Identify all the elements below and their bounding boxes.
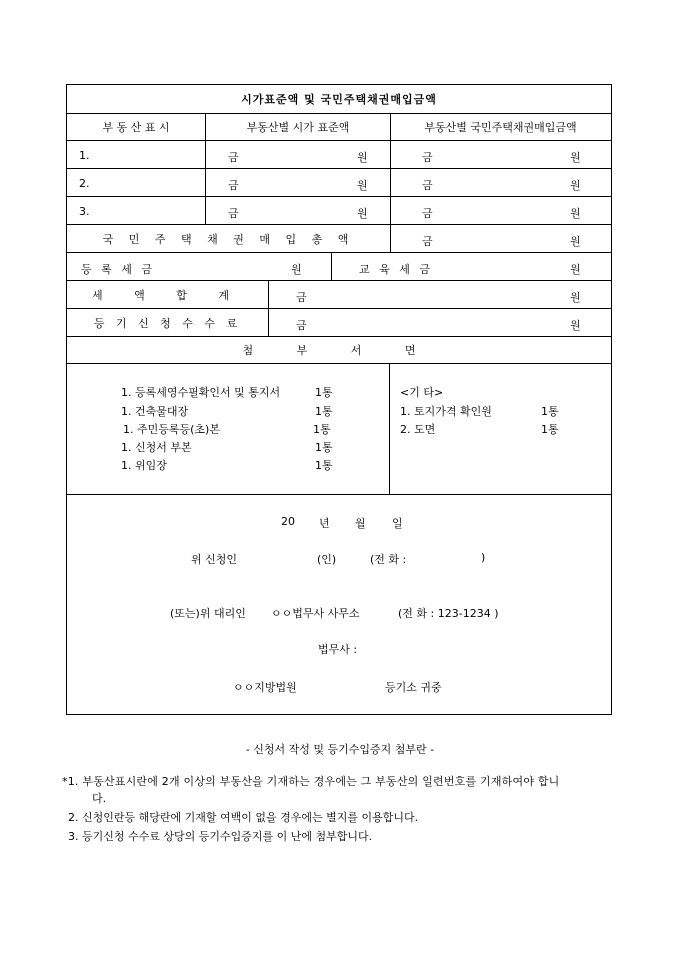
date-day-label: 일 — [392, 517, 403, 530]
bond-unit: 원 — [570, 207, 581, 220]
bond-total-label: 국 민 주 택 채 권 매 입 총 액 — [102, 232, 355, 246]
tax-total-label: 세 액 합 계 — [92, 288, 243, 302]
attachment-count: 1통 — [541, 405, 559, 418]
fee-prefix: 금 — [296, 319, 307, 332]
tax-total-prefix: 금 — [296, 291, 307, 304]
property-row — [67, 197, 611, 225]
attachment-count: 1통 — [315, 405, 333, 418]
bond-total-unit: 원 — [570, 235, 581, 248]
price-unit: 원 — [357, 151, 368, 164]
attachments-title-row — [67, 337, 611, 364]
form-title: 시가표준액 및 국민주택채권매입금액 — [241, 93, 437, 106]
lawyer-label: 법무사 : — [318, 643, 358, 656]
bond-prefix: 금 — [422, 207, 433, 220]
attachment-count: 1통 — [315, 386, 333, 399]
court-name: ㅇㅇ지방법원 — [233, 681, 297, 694]
attachments-row — [67, 364, 611, 495]
date-year-label: 년 — [319, 517, 330, 530]
row-number: 1. — [79, 149, 90, 162]
row-number: 3. — [79, 205, 90, 218]
attachment-count: 1통 — [315, 459, 333, 472]
attachment-count: 1통 — [541, 423, 559, 436]
agent-label: (또는)위 대리인 — [170, 607, 246, 620]
agent-phone: (전 화 : 123-1234 ) — [398, 607, 499, 620]
row-number: 2. — [79, 177, 90, 190]
registration-tax-unit: 원 — [291, 263, 302, 276]
registration-form — [66, 84, 612, 715]
note-item: *1. 부동산표시란에 2개 이상의 부동산을 기재하는 경우에는 그 부동산의 일련번호를 기재하여야 합니 — [62, 775, 560, 788]
note-item-continuation: 다. — [92, 792, 107, 805]
bond-total-prefix: 금 — [422, 235, 433, 248]
date-year: 20 — [281, 515, 295, 528]
tax-total-row — [67, 281, 611, 309]
header-bond-amount: 부동산별 국민주택채권매입금액 — [424, 121, 577, 134]
price-unit: 원 — [357, 179, 368, 192]
form-title-row — [67, 85, 611, 114]
caption-text: - 신청서 작성 및 등기수입증지 첨부란 - — [245, 743, 435, 756]
notes — [62, 772, 622, 846]
education-tax-unit: 원 — [570, 263, 581, 276]
tax-total-unit: 원 — [570, 291, 581, 304]
bond-prefix: 금 — [422, 179, 433, 192]
applicant-seal: (인) — [317, 553, 337, 566]
attachment-count: 1통 — [313, 423, 331, 436]
price-prefix: 금 — [228, 151, 239, 164]
property-row — [67, 169, 611, 197]
registration-tax-label: 등 록 세 금 — [81, 263, 155, 276]
fee-label: 등 기 신 청 수 수 료 — [93, 316, 242, 330]
signature-block — [67, 495, 611, 714]
price-prefix: 금 — [228, 179, 239, 192]
note-item: 3. 등기신청 수수료 상당의 등기수입증지를 이 난에 첨부합니다. — [68, 830, 373, 843]
attachment-item: 1. 토지가격 확인원 — [400, 405, 492, 418]
attachment-item: 2. 도면 — [400, 423, 436, 436]
education-tax-label: 교 육 세 금 — [359, 263, 433, 276]
attachment-item: 1. 주민등록등(초)본 — [123, 423, 220, 436]
header-property: 부 동 산 표 시 — [102, 121, 170, 134]
registry-label: 등기소 귀중 — [385, 681, 442, 694]
header-row — [67, 114, 611, 141]
bond-unit: 원 — [570, 179, 581, 192]
bond-prefix: 금 — [422, 151, 433, 164]
attachment-item: 1. 신청서 부본 — [121, 441, 192, 454]
bond-total-row — [67, 225, 611, 253]
applicant-phone-close: ) — [481, 551, 486, 564]
attachment-item: 1. 위임장 — [121, 459, 167, 472]
date-month-label: 월 — [355, 517, 366, 530]
fee-unit: 원 — [570, 319, 581, 332]
attachment-item: 1. 등록세영수필확인서 및 통지서 — [121, 386, 281, 399]
fee-row — [67, 309, 611, 337]
property-row — [67, 141, 611, 169]
note-item: 2. 신청인란등 해당란에 기재할 여백이 없을 경우에는 별지를 이용합니다. — [68, 811, 419, 824]
price-unit: 원 — [357, 207, 368, 220]
bond-unit: 원 — [570, 151, 581, 164]
registration-tax-row — [67, 253, 611, 281]
applicant-label: 위 신청인 — [191, 553, 238, 566]
attachments-title: 첨 부 서 면 — [242, 344, 436, 357]
other-attachments-title: <기 타> — [400, 386, 444, 399]
attachment-item: 1. 건축물대장 — [121, 405, 189, 418]
applicant-phone: (전 화 : — [370, 553, 407, 566]
attachment-caption — [0, 741, 680, 757]
agent-office: ㅇㅇ법무사 사무소 — [271, 607, 360, 620]
attachment-count: 1통 — [315, 441, 333, 454]
header-standard-price: 부동산별 시가 표준액 — [246, 121, 350, 134]
price-prefix: 금 — [228, 207, 239, 220]
